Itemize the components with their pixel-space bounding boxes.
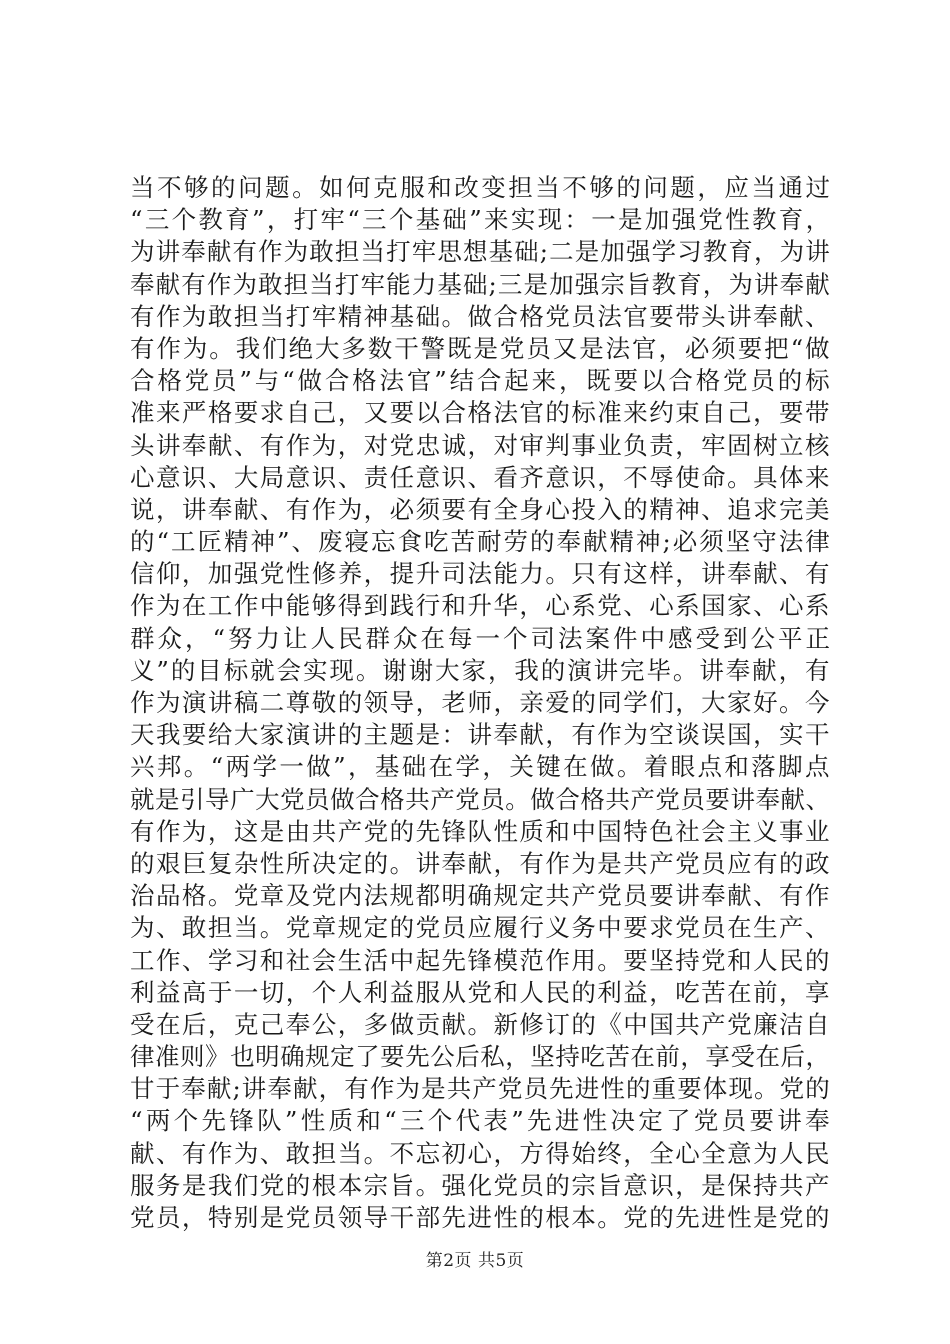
text-line: 合格党员”与“做合格法官”结合起来，既要以合格党员的标 bbox=[130, 366, 833, 396]
text-line: 利益高于一切，个人利益服从党和人民的利益，吃苦在前，享 bbox=[130, 977, 831, 1007]
text-line: 服务是我们党的根本宗旨。强化党员的宗旨意识，是保持共产 bbox=[130, 1170, 831, 1200]
text-line: 信仰，加强党性修养，提升司法能力。只有这样，讲奉献、有 bbox=[130, 559, 831, 589]
text-line: “三个教育”，打牢“三个基础”来实现：一是加强党性教育， bbox=[130, 205, 833, 235]
text-line: 有作为，这是由共产党的先锋队性质和中国特色社会主义事业 bbox=[130, 816, 831, 846]
text-line: 兴邦。“两学一做”，基础在学，关键在做。着眼点和落脚点 bbox=[130, 752, 832, 782]
text-line: 党员，特别是党员领导干部先进性的根本。党的先进性是党的 bbox=[130, 1203, 831, 1232]
text-line: 的艰巨复杂性所决定的。讲奉献，有作为是共产党员应有的政 bbox=[130, 848, 831, 878]
text-line: 作为演讲稿二尊敬的领导，老师，亲爱的同学们，大家好。今 bbox=[130, 688, 831, 717]
text-line: 当不够的问题。如何克服和改变担当不够的问题，应当通过 bbox=[130, 173, 833, 202]
text-line: 为、敢担当。党章规定的党员应履行义务中要求党员在生产、 bbox=[130, 913, 831, 943]
text-line: 就是引导广大党员做合格共产党员。做合格共产党员要讲奉献、 bbox=[130, 784, 831, 814]
text-line: 天我要给大家演讲的主题是：讲奉献，有作为空谈误国，实干 bbox=[130, 720, 831, 750]
text-line: 奉献有作为敢担当打牢能力基础;三是加强宗旨教育，为讲奉献 bbox=[130, 269, 831, 299]
text-line: 治品格。党章及党内法规都明确规定共产党员要讲奉献、有作 bbox=[130, 881, 831, 911]
text-line: 义”的目标就会实现。谢谢大家，我的演讲完毕。讲奉献，有 bbox=[130, 655, 832, 685]
text-line: 工作、学习和社会生活中起先锋模范作用。要坚持党和人民的 bbox=[130, 945, 831, 975]
text-line: 群众，“努力让人民群众在每一个司法案件中感受到公平正 bbox=[130, 623, 834, 653]
text-line: “两个先锋队”性质和“三个代表”先进性决定了党员要讲奉 bbox=[130, 1106, 833, 1136]
text-line: 受在后，克己奉公，多做贡献。新修订的《中国共产党廉洁自 bbox=[130, 1009, 831, 1039]
text-line: 头讲奉献、有作为，对党忠诚，对审判事业负责，牢固树立核 bbox=[130, 430, 831, 460]
text-line: 作为在工作中能够得到践行和升华，心系党、心系国家、心系 bbox=[130, 591, 831, 621]
text-line: 律准则》也明确规定了要先公后私，坚持吃苦在前，享受在后， bbox=[130, 1042, 831, 1072]
text-line: 有作为敢担当打牢精神基础。做合格党员法官要带头讲奉献、 bbox=[130, 301, 831, 331]
text-line: 的“工匠精神”、废寝忘食吃苦耐劳的奉献精神;必须坚守法律 bbox=[130, 527, 832, 557]
text-line: 献、有作为、敢担当。不忘初心，方得始终，全心全意为人民 bbox=[130, 1138, 831, 1168]
text-line: 有作为。我们绝大多数干警既是党员又是法官，必须要把“做 bbox=[130, 333, 832, 363]
body-text bbox=[130, 172, 834, 1234]
text-line: 甘于奉献;讲奉献，有作为是共产党员先进性的重要体现。党的 bbox=[130, 1074, 831, 1104]
text-line: 说，讲奉献、有作为，必须要有全身心投入的精神、追求完美 bbox=[130, 494, 831, 524]
text-line: 心意识、大局意识、责任意识、看齐意识，不辱使命。具体来 bbox=[130, 462, 831, 492]
page-number-footer: 第2页 共5页 bbox=[425, 1251, 525, 1271]
text-line: 准来严格要求自己，又要以合格法官的标准来约束自己，要带 bbox=[130, 398, 831, 428]
text-line: 为讲奉献有作为敢担当打牢思想基础;二是加强学习教育，为讲 bbox=[130, 237, 831, 267]
